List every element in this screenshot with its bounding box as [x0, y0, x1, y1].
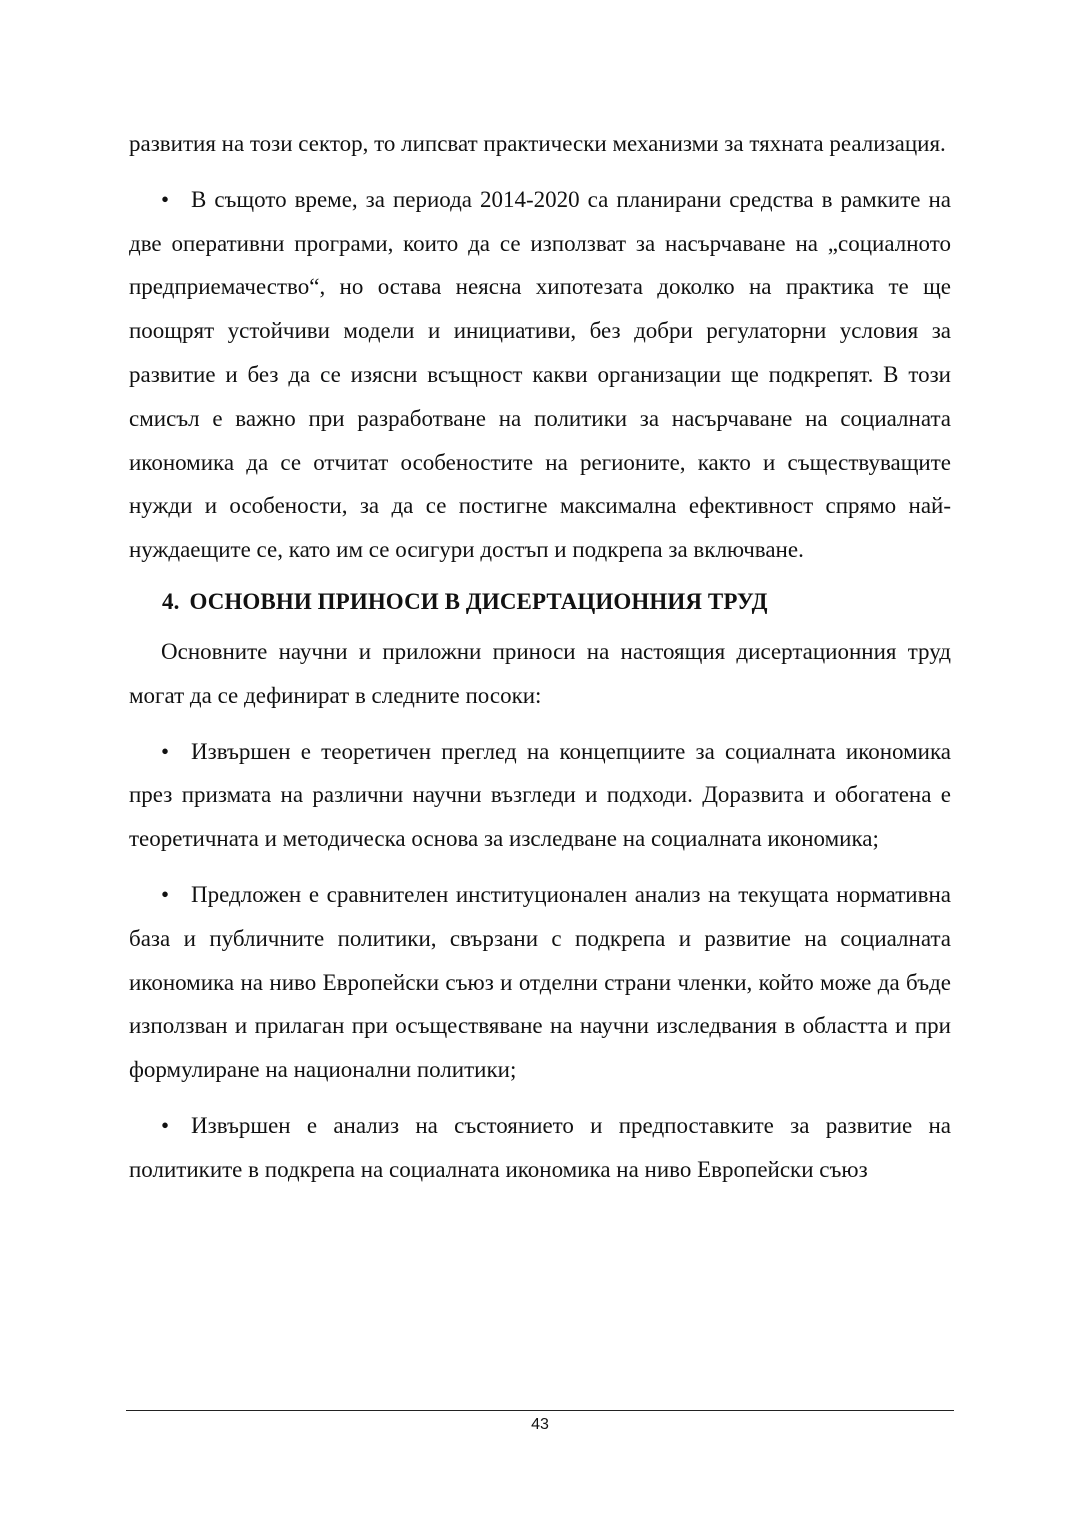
intro-paragraph: Основните научни и приложни приноси на настоящия дисертационния труд могат да се дефинират в следните посоки:	[129, 638, 951, 708]
page-number: 43	[531, 1416, 549, 1433]
contribution-item	[129, 730, 951, 861]
contribution-item	[129, 873, 951, 1092]
page-body	[129, 122, 951, 1192]
continuation-paragraph: развития на този сектор, то липсват практически механизми за тяхната реализация.	[129, 131, 946, 156]
bullet-mark: •	[161, 186, 170, 212]
contribution-item	[129, 1104, 951, 1192]
bullet-text: В същото време, за периода 2014-2020 са планирани средства в рамките на две оперативни програми, които да се използват за насърчаване на „социалното предприемачество“, но остава неясна хипотезата доколко на практика те ще поощрят устойчиви модели и инициативи, без добри регулаторни условия за развитие и без да се изясни всъщност какви организации ще подкрепят. В този смисъл е важно при разработване на политики за насърчаване на социалната икономика да се отчитат особеностите на регионите, както и съществуващите нужди и особености, за да се постигне максимална ефективност спрямо най-нуждаещите се, като им се осигури достъп и подкрепа за включване.	[129, 186, 951, 563]
section-title: ОСНОВНИ ПРИНОСИ В ДИСЕРТАЦИОННИЯ ТРУД	[189, 588, 768, 614]
contribution-text: Извършен е теоретичен преглед на концепциите за социалната икономика през призмата на различни научни възгледи и подходи. Доразвита и обогатена е теоретичната и методическа основа за изследване на социалната икономика;	[129, 738, 951, 852]
contribution-text: Предложен е сравнителен институционален анализ на текущата нормативна база и публичните политики, свързани с подкрепа и развитие на социалната икономика на ниво Европейски съюз и отделни страни членки, който може да бъде използван и прилаган при осъществяване на научни изследвания в областта и при формулиране на национални политики;	[129, 881, 951, 1083]
footer-divider	[126, 1410, 954, 1411]
section-heading	[129, 582, 951, 622]
bullet-mark: •	[161, 738, 170, 764]
contribution-text: Извършен е анализ на състоянието и предпоставките за развитие на политиките в подкрепа на социалната икономика на ниво Европейски съюз	[129, 1112, 951, 1182]
bullet-mark: •	[161, 1112, 170, 1138]
bullet-mark: •	[161, 881, 170, 907]
section-number: 4.	[162, 588, 180, 614]
bullet-paragraph-funding	[129, 178, 951, 572]
